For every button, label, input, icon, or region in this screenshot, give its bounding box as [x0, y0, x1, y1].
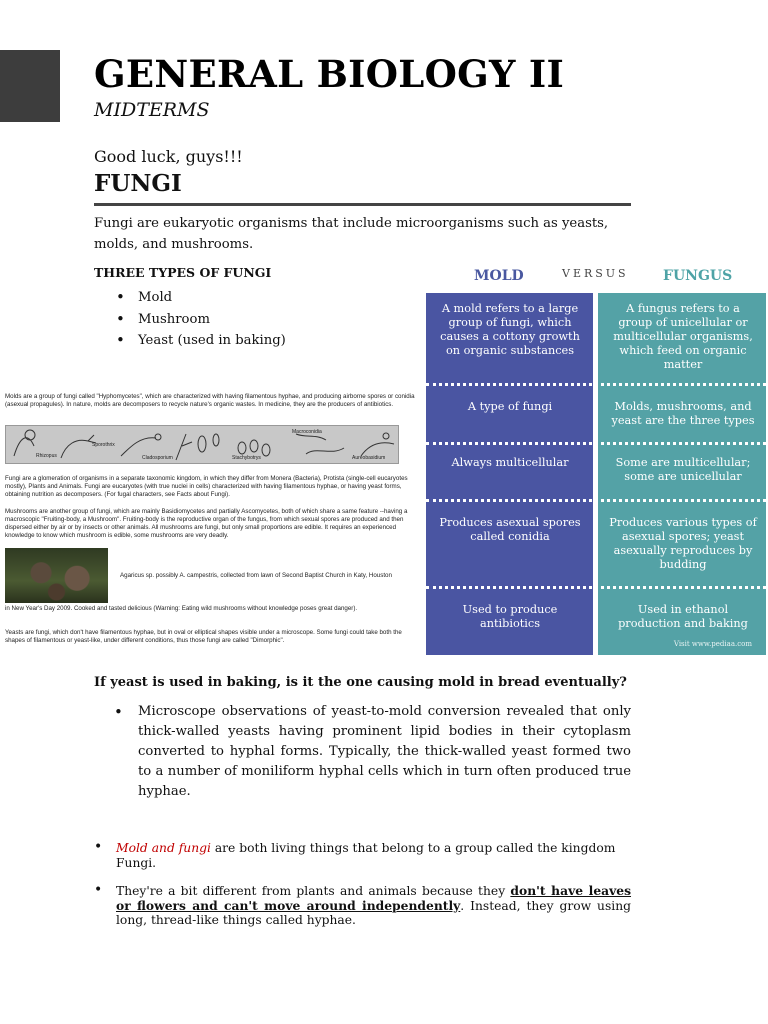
source-watermark: Visit www.pediaa.com	[673, 640, 752, 648]
fungus-cell: Molds, mushrooms, and yeast are the three types	[611, 400, 755, 427]
answer-bullet	[94, 702, 631, 802]
greeting: Good luck, guys!!!	[94, 147, 243, 166]
fungus-heading: FUNGUS	[663, 268, 733, 284]
section-divider	[94, 203, 631, 206]
emphasis-text: Mold and fungi	[116, 841, 211, 855]
strip-label: Rhizopus	[36, 453, 57, 459]
note-text	[116, 884, 631, 928]
types-list	[94, 290, 286, 355]
mold-cell: Used to produce antibiotics	[462, 603, 558, 630]
row-divider	[426, 586, 766, 589]
answer-text: Microscope observations of yeast-to-mold conversion revealed that only thick-walled yeasts having prominent lipid bodies in their cytoplasm converted to hyphal forms. Typically, the thick-walled yeast formed two to a number of moniliform hyphal cells which in turn often produced true hyphae.	[138, 704, 631, 799]
fungus-cell: Used in ethanol production and baking	[618, 603, 748, 630]
strip-label: Aureobasidium	[352, 455, 386, 461]
note-text	[116, 841, 631, 870]
strip-label: Sporothrix	[92, 442, 115, 448]
mushrooms-text: Mushrooms are another group of fungi, which are mainly Basidiomycetes and partially Ascomycetes, both of which share a same feature --having a macroscopic "Fruiting-body, a Mushroom". Fruiting-body is the reproductive organ of the fungus, from which sexual spores are produced and then dispersed either by air or by insects or other animals. All mushrooms are fungi, but only small proportions are edible. It requires an experienced knowledge to know which mushroom is edible, some mushrooms are very deadly.	[5, 508, 408, 539]
fungi-text: Fungi are a glomeration of organisms in a separate taxonomic kingdom, in which they differ from Monera (Bacteria), Protista (single-cell eucaryotes mostly), Plants and Animals. Fungi are eucaryotes (with true nuclei in cells) characterized with having filamentous hyphae, or having yeast forms, obtaining nutrition as decomposers. (For fugal characters, see Facts about Fungi).	[5, 475, 408, 498]
strip-label: Macroconidia	[292, 429, 322, 435]
page-subtitle: MIDTERMS	[94, 99, 210, 121]
yeasts-text: Yeasts are fungi, which don't have filamentous hyphae, but in oval or elliptical shapes visible under a microscope. Some fungi could take both the shapes of filamentous or yeast-like, under different conditions, thus those fungi are called "Dimorphic".	[5, 629, 402, 644]
emphasis-text: don't have leaves or flowers and can't move around independently	[116, 883, 632, 913]
photo-caption-continued: in New Year's Day 2009. Cooked and tasted delicious (Warning: Eating wild mushrooms without knowledge poses great danger).	[5, 605, 358, 612]
bullet-dot: •	[94, 839, 103, 855]
strip-label: Cladosporium	[142, 455, 173, 461]
mold-vs-fungus-table	[426, 258, 766, 656]
mushroom-photo	[5, 548, 108, 603]
page-title: GENERAL BIOLOGY II	[94, 52, 565, 96]
mold-heading: MOLD	[474, 268, 524, 284]
list-item: • Yeast (used in baking)	[94, 333, 286, 355]
note-bullet	[94, 884, 631, 928]
mold-cell: A type of fungi	[467, 400, 553, 413]
question-heading: If yeast is used in baking, is it the one causing mold in bread eventually?	[94, 675, 627, 690]
note-text-end: . Instead, they grow using long, thread-like things called hyphae.	[116, 898, 631, 927]
note-bullet	[94, 841, 631, 870]
list-item: • Mushroom	[94, 312, 286, 334]
row-divider	[426, 442, 766, 445]
intro-paragraph: Fungi are eukaryotic organisms that include microorganisms such as yeasts, molds, and mushrooms.	[94, 216, 609, 252]
row-divider	[426, 499, 766, 502]
reference-collage	[5, 383, 423, 655]
fungus-cell: A fungus refers to a group of unicellular or multicellular organisms, which feed on organic matter	[613, 302, 753, 371]
molds-text: Molds are a group of fungi called "Hyphomycetes", which are characterized with having filamentous hyphae, and producing airborne spores or conidia (asexual propagules). In nature, molds are decomposers to recycle nature's organic wastes. In medicine, they are the producers of antibiotics.	[5, 393, 415, 408]
fungus-cell: Produces various types of asexual spores; yeast asexually reproduces by budding	[609, 516, 757, 571]
note-text-start: They're a bit different from plants and animals because they	[116, 884, 511, 898]
bullet-dot: •	[94, 882, 103, 898]
types-heading: THREE TYPES OF FUNGI	[94, 265, 272, 280]
note-text-rest: are both living things that belong to a group called the kingdom Fungi.	[116, 841, 616, 870]
hyphae-illustration	[6, 426, 398, 463]
mold-cell: Always multicellular	[451, 456, 569, 469]
strip-label: Stachybotrys	[232, 455, 261, 461]
photo-caption: Agaricus sp. possibly A. campestris, collected from lawn of Second Baptist Church in Katy, Houston	[120, 572, 392, 579]
bullet-dot: •	[114, 703, 123, 721]
mold-cell: A mold refers to a large group of fungi, which causes a cottony growth on organic substances	[440, 302, 580, 357]
corner-block	[0, 50, 60, 122]
microscopy-strip	[5, 425, 399, 464]
versus-label: VERSUS	[562, 267, 629, 280]
fungus-cell: Some are multicellular; some are unicellular	[615, 456, 751, 483]
mold-cell: Produces asexual spores called conidia	[439, 516, 581, 543]
section-title: FUNGI	[94, 170, 182, 197]
comparison-header	[426, 258, 766, 292]
list-item: • Mold	[94, 290, 286, 312]
row-divider	[426, 383, 766, 386]
